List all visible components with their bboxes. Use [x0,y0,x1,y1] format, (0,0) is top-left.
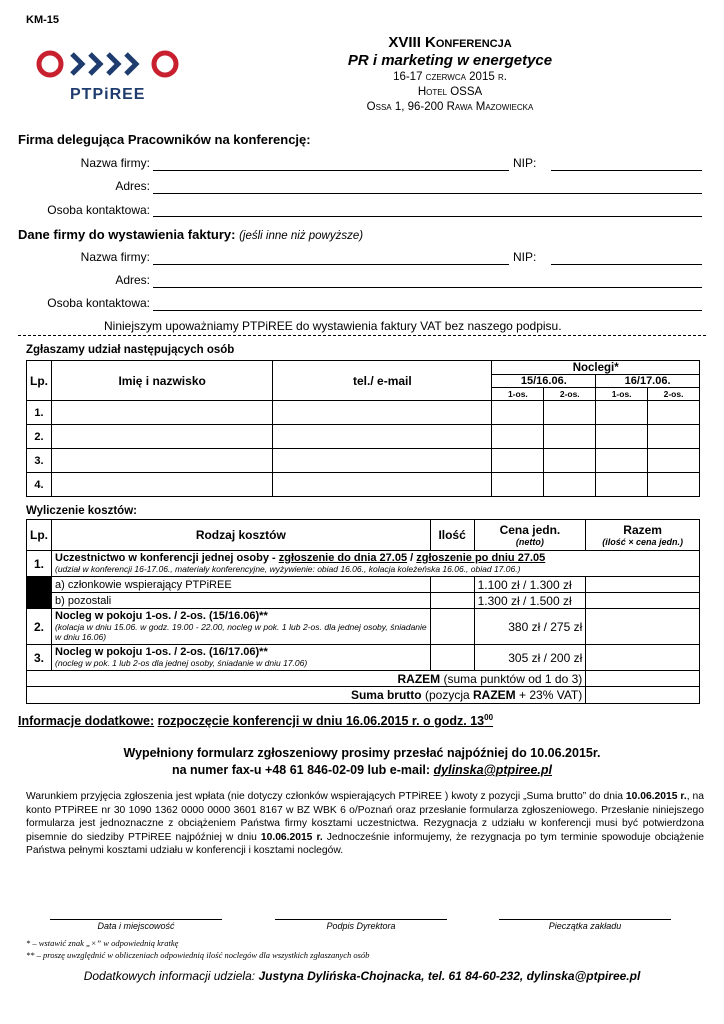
signature-director[interactable]: Podpis Dyrektora [275,919,447,931]
conference-address: Ossa 1, 96-200 Rawa Mazowiecka [366,101,534,113]
total-cell[interactable] [586,593,700,609]
costs-title: Wyliczenie kosztów: [26,505,137,517]
invoice-nip-field[interactable] [551,264,702,265]
address-label: Adres: [115,179,150,193]
night-checkbox-cell[interactable] [596,425,648,449]
ptpiree-logo [36,48,186,104]
qty-cell[interactable] [430,593,474,609]
terms-p2: , na konto PTPiREE nr 30 1090 1362 0000 0000 3601 8167 w BZ WBK 6 o/Poznań oraz przesłanie formularza zgłoszeniowego. Przesłanie niniejszego formularza jest jednoznaczne z obciążeniem Państwa firmy kosztami uczestnictwa. Rezygnacja z udziału w konferencji musi być potwierdzona pisemnie do siedziby PTPiREE najpóźniej w dniu [26,791,704,843]
signature-date-place[interactable]: Data i miejscowość [50,919,222,931]
deadline-line1: Wypełniony formularz zgłoszeniowy prosimy przesłać najpóźniej do 10.06.2015r. [123,746,601,760]
participant-row-number: 4. [27,473,52,497]
conference-hotel: Hotel OSSA [417,86,483,98]
terms-p1: Warunkiem przyjęcia zgłoszenia jest wpłata (nie dotyczy członków wspierających PTPiREE ) kwoty z pozycji „Suma brutto” do dnia [26,791,626,802]
night1-title: Nocleg w pokoju 1-os. / 2-os. (15/16.06)** [55,610,268,622]
participants-table [26,360,700,497]
gross-note-a: (pozycja [424,688,473,702]
info-text-body: rozpoczęcie konferencji w dniu 16.06.2015 r. o godz. 13 [157,714,485,729]
invoice-contact-label: Osoba kontaktowa: [47,296,150,310]
night2-double-header: 2-os. [648,388,700,401]
night-checkbox-cell[interactable] [648,425,700,449]
night-checkbox-cell[interactable] [544,449,596,473]
qty-cell[interactable] [430,609,474,645]
contact-header: tel./ e-mail [273,361,492,401]
invoice-nip-label: NIP: [513,250,537,264]
gross-row-label [27,687,586,704]
conference-title: XVIII Konferencja [388,34,512,51]
info-label: Informacje dodatkowe: [18,714,155,729]
night2-header: 16/17.06. [596,375,700,388]
others-label: b) pozostali [52,593,431,609]
blank-cell [27,593,52,609]
info-time-sup: 00 [484,713,494,722]
night-checkbox-cell[interactable] [596,449,648,473]
section-invoice-title [18,227,363,242]
participant-contact-cell[interactable] [273,425,492,449]
conference-date: 16-17 czerwca 2015 r. [393,71,507,83]
nip-field[interactable] [551,170,702,171]
company-name-field[interactable] [153,170,509,171]
participant-name-cell[interactable] [52,449,273,473]
participant-name-cell[interactable] [52,473,273,497]
night-checkbox-cell[interactable] [596,473,648,497]
total-cell[interactable] [586,645,700,671]
cost-row-number: 3. [27,645,52,671]
blank-cell [27,577,52,593]
sum-total-cell[interactable] [586,671,700,687]
participant-name-cell[interactable] [52,425,273,449]
night-checkbox-cell[interactable] [492,473,544,497]
deadline-fax: na numer fax-u +48 61 846-02-09 lub e-mail: [171,763,434,777]
night-checkbox-cell[interactable] [492,425,544,449]
night-checkbox-cell[interactable] [544,425,596,449]
cost-row-number: 2. [27,609,52,645]
terms-p3: Jednocześnie informujemy, że rezygnacja po tym terminie spowoduje obciążenie Państwa pełnymi kosztami udziału w konferencji i kosztami noclegów. [26,831,704,856]
participant-name-cell[interactable] [52,401,273,425]
cost-lp-header: Lp. [27,520,52,551]
payment-terms [26,790,704,858]
section-divider [18,335,706,336]
name-header: Imię i nazwisko [52,361,273,401]
participant-contact-cell[interactable] [273,449,492,473]
cost-qty-header: Ilość [430,520,474,551]
sum-label: RAZEM [397,671,441,686]
cost-price-header [474,520,586,551]
participant-row-number: 3. [27,449,52,473]
total-cell[interactable] [586,577,700,593]
night-checkbox-cell[interactable] [544,473,596,497]
deadline-email-link[interactable]: dylinska@ptpiree.pl [433,763,553,777]
form-code: KM-15 [26,14,60,26]
invoice-address-field[interactable] [153,287,702,288]
participant-row-number: 1. [27,401,52,425]
cost-row-participation [52,551,700,577]
contact-person-field[interactable] [153,216,702,217]
company-name-label: Nazwa firmy: [80,156,150,170]
participants-title: Zgłaszamy udział następujących osób [26,344,235,356]
section-delegating-company-title: Firma delegująca Pracowników na konferencję: [18,132,311,147]
lp-header: Lp. [27,361,52,401]
others-price: 1.300 zł / 1.500 zł [474,593,586,609]
night2-title: Nocleg w pokoju 1-os. / 2-os. (16/17.06)** [55,646,268,658]
night2-note: (nocleg w pok. 1 lub 2-os dla jednej osoby, śniadanie w dniu 17.06) [55,658,308,668]
logo-mark-icon [36,48,186,82]
invoice-company-name-label: Nazwa firmy: [80,250,150,264]
nights-header: Noclegi* [492,361,700,375]
night-checkbox-cell[interactable] [544,401,596,425]
price-header-label: Cena jedn. [499,523,561,537]
members-price: 1.100 zł / 1.300 zł [474,577,586,593]
late-deadline: zgłoszenie po dniu 27.05 [416,552,546,564]
contact-info [18,969,706,983]
participation-note: (udział w konferencji 16-17.06., materiały konferencyjne, wyżywienie: obiad 16.06., kolacja koleżeńska 16.06., obiad 17.06.) [55,564,521,574]
night2-single-header: 1-os. [596,388,648,401]
invoice-contact-field[interactable] [153,310,702,311]
additional-info [18,713,493,728]
terms-date1: 10.06.2015 r. [625,791,687,802]
terms-date2: 10.06.2015 r. [260,831,323,843]
invoice-title-text: Dane firmy do wystawienia faktury: [18,227,236,242]
night-checkbox-cell[interactable] [648,401,700,425]
invoice-title-note: (jeśli inne niż powyższe) [239,230,364,242]
logo-text: PTPiREE [70,86,146,103]
night1-single-header: 1-os. [492,388,544,401]
nip-label: NIP: [513,156,537,170]
night2-price: 305 zł / 200 zł [474,645,586,671]
early-deadline: zgłoszenie do dnia 27.05 [278,552,408,564]
qty-cell[interactable] [430,645,474,671]
gross-label: Suma brutto [350,688,422,702]
info-text [158,714,493,728]
contact-person: Justyna Dylińska-Chojnacka, tel. 61 84-60-232, dylinska@ptpiree.pl [258,969,641,983]
separator: / [407,552,417,564]
signature-stamp[interactable]: Pieczątka zakładu [499,919,671,931]
night1-header: 15/16.06. [492,375,596,388]
sum-row-label [27,671,586,687]
night-checkbox-cell[interactable] [596,401,648,425]
night1-price: 380 zł / 275 zł [474,609,586,645]
submission-deadline [18,745,706,779]
night1-note: (kolacja w dniu 15.06. w godz. 19.00 - 22.00, nocleg w pok. 1 lub 2-os. dla jednej osoby, śniadanie w dniu 16.06) [55,622,427,642]
invoice-authorization: Niniejszym upoważniamy PTPiREE do wystawienia faktury VAT bez naszego podpisu. [104,319,562,333]
qty-cell[interactable] [430,577,474,593]
members-label: a) członkowie wspierający PTPiREE [52,577,431,593]
invoice-address-label: Adres: [115,273,150,287]
total-cell[interactable] [586,609,700,645]
gross-total-cell[interactable] [586,687,700,704]
invoice-company-name-field[interactable] [153,264,509,265]
cost-row-number: 1. [27,551,52,577]
night-checkbox-cell[interactable] [648,449,700,473]
gross-note-c: + 23% VAT) [515,688,583,702]
participant-row-number: 2. [27,425,52,449]
sum-note: (suma punktów od 1 do 3) [443,671,583,686]
costs-table [26,519,700,704]
cost-type-header: Rodzaj kosztów [52,520,431,551]
night-checkbox-cell[interactable] [648,473,700,497]
gross-note-b: RAZEM [473,688,516,702]
night-checkbox-cell[interactable] [492,401,544,425]
cost-total-header [586,520,700,551]
conference-subtitle: PR i marketing w energetyce [347,52,553,69]
deadline-line2 [18,762,706,779]
price-header-note: (netto) [515,537,544,547]
participant-contact-cell[interactable] [273,473,492,497]
footnote-2: ** – proszę uwzględnić w obliczeniach odpowiednią ilość noclegów dla wszystkich zgłaszanych osób [26,950,370,960]
cost-row-night2 [52,645,431,671]
conference-header [300,34,600,114]
contact-prefix: Dodatkowych informacji udziela: [83,969,259,983]
total-header-note: (ilość × cena jedn.) [602,537,684,547]
night1-double-header: 2-os. [544,388,596,401]
night-checkbox-cell[interactable] [492,449,544,473]
cost-row-night1 [52,609,431,645]
contact-person-label: Osoba kontaktowa: [47,203,150,217]
total-header-label: Razem [623,523,662,537]
participant-contact-cell[interactable] [273,401,492,425]
address-field[interactable] [153,193,702,194]
footnote-1: * – wstawić znak „×” w odpowiednią kratkę [26,938,179,948]
participation-title: Uczestnictwo w konferencji jednej osoby - [55,552,279,564]
